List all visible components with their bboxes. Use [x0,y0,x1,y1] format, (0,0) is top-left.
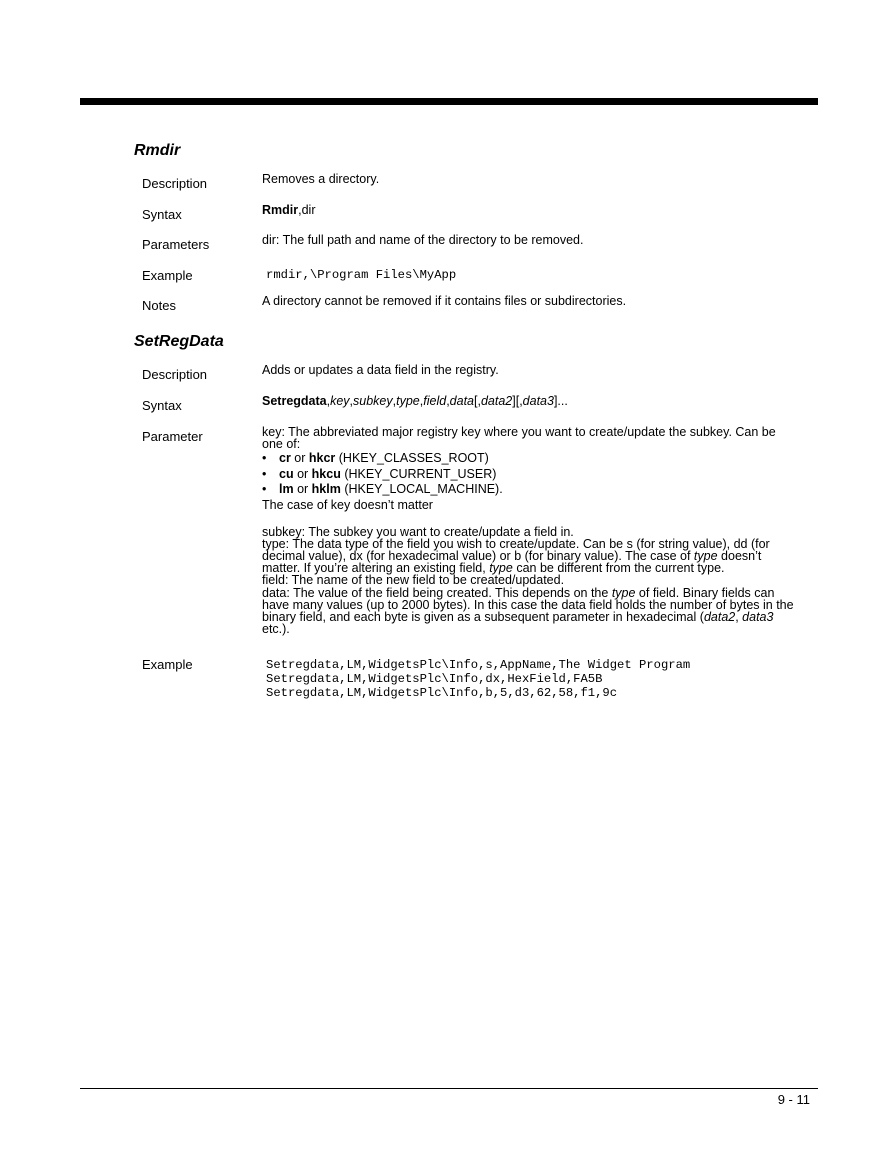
type-text: : The data type of the field you wish to create/update. Can be s (for string value), dd (for decimal value), dx (for hexadecimal value) or b (for binary value). The case of [262,536,770,564]
setregdata-example-code [262,658,801,700]
list-item [262,467,797,482]
key-case-note [262,498,797,513]
key-param [262,426,797,450]
example-label: Example [142,268,193,283]
rmdir-parameters: dir: The full path and name of the directory to be removed. [262,233,584,247]
rmdir-example-code: rmdir,\Program Files\MyApp [266,268,457,282]
setregdata-description: Adds or updates a data field in the registry. [262,363,499,377]
syntax-command: Setregdata [262,394,327,408]
data-term-inline: type [611,585,636,600]
syntax-arg-data: data [449,394,475,408]
list-item [262,451,797,466]
example-line: Setregdata,LM,WidgetsPlc\Info,s,AppName,The Widget Program [266,658,691,672]
syntax-sep: ]... [553,394,568,408]
option-long: hklm [311,482,341,497]
data-text: etc.). [262,622,290,637]
syntax-sep: , [326,394,331,408]
syntax-arg-subkey: subkey [353,394,393,408]
option-or: or [293,482,312,497]
syntax-sep: , [446,394,450,408]
syntax-label: Syntax [142,207,182,222]
parameter-label: Parameter [142,429,203,444]
case-prefix: The case of [262,497,331,512]
data-term: data [262,585,287,600]
option-short: lm [279,482,294,497]
option-short: cu [279,466,294,481]
option-full: (HKEY_LOCAL_MACHINE). [340,482,503,497]
syntax-arg-key: key [330,394,350,408]
data-term-inline: data3 [742,610,774,625]
syntax-sep: , [349,394,354,408]
type-text: can be different from the current type. [512,561,725,576]
field-term: field [262,573,285,588]
data-param [262,587,797,636]
setregdata-syntax [262,395,797,407]
parameters-label: Parameters [142,237,210,252]
data-text: , [735,610,743,625]
option-or: or [290,451,309,466]
setregdata-section [134,333,804,700]
syntax-arg-data3: data3 [522,394,554,408]
option-full: (HKEY_CURRENT_USER) [340,466,497,481]
case-term: key [330,497,351,512]
top-rule [80,98,818,105]
syntax-arg-field: field [423,394,447,408]
option-long: hkcr [308,451,336,466]
data-term-inline: data2 [703,610,736,625]
data-text: : The value of the field being created. This depends on the [286,585,612,600]
syntax-label: Syntax [142,398,182,413]
syntax-arg-type: type [396,394,420,408]
setregdata-title: SetRegData [134,333,224,350]
syntax-sep: [, [474,394,481,408]
option-short: cr [279,451,291,466]
example-line: Setregdata,LM,WidgetsPlc\Info,b,5,d3,62,58,f1,9c [266,686,618,700]
bottom-rule [80,1088,818,1089]
example-label: Example [142,657,193,672]
syntax-sep: , [419,394,424,408]
type-term-inline: type [489,561,513,576]
subkey-text: : The subkey you want to create/update a field in. [301,524,574,539]
rmdir-description: Removes a directory. [262,172,380,186]
type-param [262,538,797,575]
option-long: hkcu [311,466,341,481]
rmdir-section [134,142,804,313]
notes-label: Notes [142,298,176,313]
data-text: of field. Binary fields can have many values (up to 2000 bytes). In this case the data field holds the number of bytes in the binary field, and each byte is given as a subsequent parameter in hexadecimal ( [262,585,794,625]
rmdir-title: Rmdir [134,142,181,159]
key-text: : The abbreviated major registry key where you want to create/update the subkey. Can be one of: [262,425,776,452]
type-text: doesn’t matter. If you’re altering an existing field, [262,549,762,576]
setregdata-parameter [262,426,797,635]
subkey-term: subkey [262,524,302,539]
syntax-sep: , [392,394,397,408]
description-label: Description [142,176,208,191]
key-options-list [262,451,797,497]
case-suffix: doesn’t matter [350,497,433,512]
syntax-sep: ][, [512,394,523,408]
page-number: 9 - 11 [777,1092,810,1107]
rmdir-notes: A directory cannot be removed if it contains files or subdirectories. [262,294,627,308]
list-item [262,482,797,497]
syntax-command: Rmdir [262,203,299,217]
type-term: type [262,536,286,551]
option-full: (HKEY_CLASSES_ROOT) [335,451,489,466]
syntax-arg-data2: data2 [480,394,513,408]
type-term-inline: type [693,549,718,564]
rmdir-syntax [262,204,797,216]
description-label: Description [142,367,208,382]
syntax-args: ,dir [298,203,316,217]
field-text: : The name of the new field to be created/updated. [284,573,565,588]
option-or: or [293,466,312,481]
key-term: key [262,425,282,439]
example-line: Setregdata,LM,WidgetsPlc\Info,dx,HexField,FA5B [266,672,603,686]
